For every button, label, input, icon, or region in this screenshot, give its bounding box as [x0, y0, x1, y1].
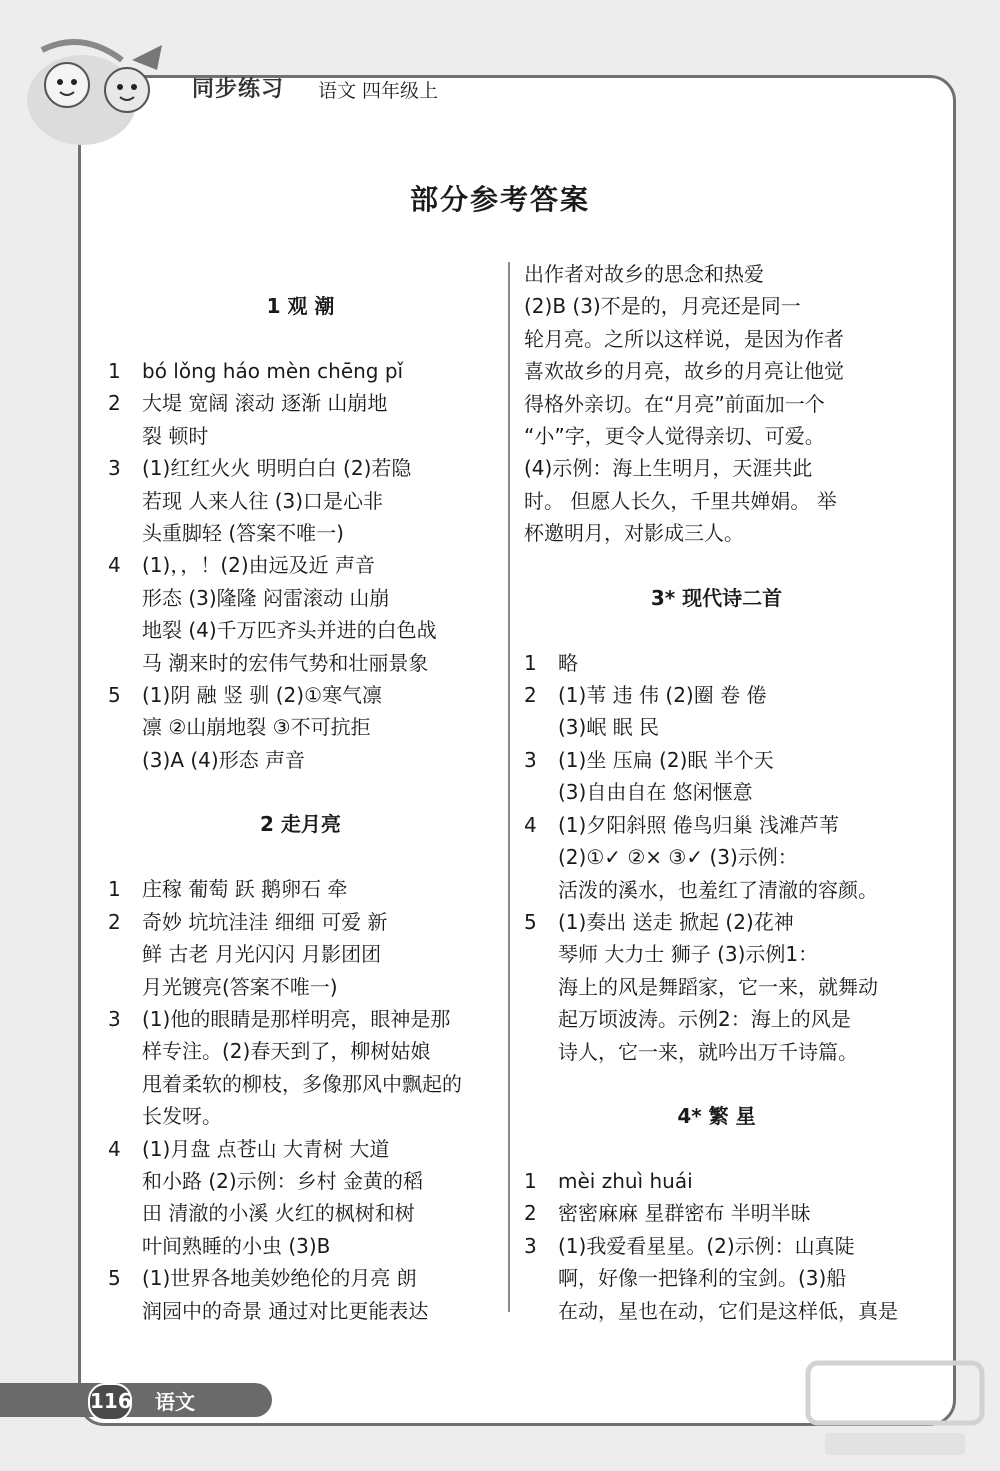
answer-line: 样专注。(2)春天到了，柳树姑娘: [142, 1039, 431, 1064]
answer-line: (1)红红火火 明明白白 (2)若隐: [142, 456, 412, 481]
answer-line: (3)岷 眠 民: [558, 715, 660, 740]
answer-line: 活泼的溪水，也羞红了清澈的容颜。: [558, 877, 878, 902]
answer-line: 若现 人来人往 (3)口是心非: [142, 488, 384, 513]
answer-line: 起万顷波涛。示例2：海上的风是: [558, 1007, 851, 1032]
answer-line: 形态 (3)隆隆 闷雷滚动 山崩: [142, 585, 390, 610]
item-number: 1: [108, 359, 121, 383]
answer-line: (1)他的眼睛是那样明亮，眼神是那: [142, 1006, 451, 1031]
answer-line: (2)B (3)不是的，月亮还是同一: [524, 294, 801, 319]
answer-item: [524, 906, 909, 1068]
book-series-title: 同步练习: [192, 77, 285, 102]
answer-item: [524, 744, 909, 809]
item-number: 4: [524, 812, 537, 837]
answer-item: [108, 452, 493, 549]
item-number: 3: [108, 1006, 121, 1031]
answer-item: [108, 1133, 493, 1263]
answer-line: 海上的风是舞蹈家，它一来，就舞动: [558, 974, 878, 999]
answer-line: 诗人，它一来，就吟出万千诗篇。: [558, 1039, 858, 1064]
item-number: 5: [108, 1266, 121, 1291]
answer-item: [108, 906, 493, 1003]
answer-line: (1)我爱看星星。(2)示例：山真陡: [558, 1233, 855, 1258]
answer-line: 裂 顿时: [142, 423, 209, 448]
section-heading: 3* 现代诗二首: [650, 585, 783, 610]
continued-answer: [524, 258, 909, 550]
answer-line: (2)①✓ ②× ③✓ (3)示例：: [558, 845, 798, 870]
answer-item: [524, 809, 909, 906]
answer-line: (1)苇 违 伟 (2)圈 卷 倦: [558, 683, 767, 708]
column-divider: [508, 262, 510, 1312]
item-number: 2: [524, 1201, 537, 1226]
item-number: 1: [524, 650, 537, 675]
answer-line: 鲜 古老 月光闪闪 月影团团: [142, 942, 382, 967]
item-number: 2: [524, 683, 537, 708]
item-number: 5: [524, 909, 537, 934]
answer-line: (1)夕阳斜照 倦鸟归巢 浅滩芦苇: [558, 812, 840, 837]
item-number: 1: [108, 877, 121, 902]
answer-line: (1)奏出 送走 掀起 (2)花神: [558, 909, 794, 934]
answer-item: [524, 679, 909, 744]
subject-label: 语文: [155, 1390, 195, 1414]
answer-line: 出作者对故乡的思念和热爱: [524, 262, 764, 286]
answer-line: 大堤 宽阔 滚动 逐渐 山崩地: [142, 391, 388, 416]
answer-line: 马 潮来时的宏伟气势和壮丽景象: [142, 650, 429, 675]
item-number: 2: [108, 391, 121, 416]
item-number: 4: [108, 1136, 121, 1161]
answer-line: 时。 但愿人长久，千里共婵娟。 举: [524, 488, 837, 513]
answer-line: 长发呀。: [142, 1104, 222, 1129]
answer-line: 润园中的奇景 通过对比更能表达: [142, 1298, 429, 1323]
answer-line: 在动，星也在动，它们是这样低，真是: [558, 1298, 898, 1323]
item-number: 3: [108, 456, 121, 481]
answer-line: 琴师 大力士 狮子 (3)示例1：: [558, 942, 819, 967]
answer-list: [524, 1165, 909, 1327]
answer-line: 凛 ②山崩地裂 ③不可抗拒: [142, 715, 371, 740]
answer-line: (1)阴 融 竖 驯 (2)①寒气凛: [142, 683, 383, 708]
answer-line: bó lǒng háo mèn chēng pǐ: [142, 359, 404, 383]
answer-line: 叶间熟睡的小虫 (3)B: [142, 1233, 331, 1258]
answer-line: 略: [558, 650, 578, 675]
answer-line: (1)世界各地美妙绝伦的月亮 朗: [142, 1266, 417, 1291]
answer-list: [524, 647, 909, 1068]
answer-line: 和小路 (2)示例：乡村 金黄的稻: [142, 1168, 424, 1193]
answer-line: (3)A (4)形态 声音: [142, 747, 306, 772]
left-column: [108, 258, 493, 1327]
answer-line: 密密麻麻 星群密布 半明半昧: [558, 1201, 811, 1226]
answer-line: 田 清澈的小溪 火红的枫树和树: [142, 1201, 415, 1226]
answer-line: 得格外亲切。在“月亮”前面加一个: [524, 391, 825, 416]
answer-line: 轮月亮。之所以这样说，是因为作者: [524, 326, 844, 351]
page-number: 116: [88, 1383, 132, 1421]
right-column: [524, 258, 909, 1327]
answer-line: (1)坐 压扁 (2)眠 半个天: [558, 747, 774, 772]
answer-list: [108, 355, 493, 776]
answer-item: [524, 1230, 909, 1327]
page-title: 部分参考答案: [409, 183, 590, 216]
item-number: 1: [524, 1168, 537, 1193]
answer-item: [108, 355, 493, 387]
answer-line: 甩着柔软的柳枝，多像那风中飘起的: [142, 1071, 462, 1096]
answer-line: 月光镀亮(答案不唯一): [142, 974, 338, 999]
footer-bar: [0, 1383, 272, 1417]
book-subtitle: 语文 四年级上: [318, 80, 439, 102]
answer-item: [108, 387, 493, 452]
answer-line: (4)示例：海上生明月，天涯共此: [524, 456, 813, 481]
answer-line: (1)月盘 点苍山 大青树 大道: [142, 1136, 390, 1161]
answer-item: [524, 647, 909, 679]
item-number: 3: [524, 747, 537, 772]
answer-line: 地裂 (4)千万匹齐头并进的白色战: [142, 618, 437, 643]
answer-line: 奇妙 坑坑洼洼 细细 可爱 新: [142, 909, 388, 934]
answer-item: [524, 1197, 909, 1229]
answer-line: “小”字，更令人觉得亲切、可爱。: [524, 424, 825, 449]
answer-line: 庄稼 葡萄 跃 鹅卵石 牵: [142, 877, 348, 902]
answer-item: [108, 549, 493, 679]
answer-line: (3)自由自在 悠闲惬意: [558, 780, 753, 805]
item-number: 5: [108, 683, 121, 708]
answer-watermark: [800, 1355, 990, 1465]
answer-line: (1)，，！(2)由远及近 声音: [142, 553, 376, 578]
cartoon-kids-icon: [22, 30, 192, 150]
answer-line: 啊，好像一把锋利的宝剑。(3)船: [558, 1266, 847, 1291]
answer-line: mèi zhuì huái: [558, 1168, 693, 1193]
item-number: 2: [108, 909, 121, 934]
answer-item: [108, 1262, 493, 1327]
item-number: 3: [524, 1233, 537, 1258]
answer-item: [524, 1165, 909, 1197]
answer-list: [108, 873, 493, 1327]
answer-item: [108, 1003, 493, 1133]
answer-line: 头重脚轻 (答案不唯一): [142, 521, 344, 546]
item-number: 4: [108, 553, 121, 578]
answer-item: [108, 679, 493, 776]
answer-item: [108, 873, 493, 905]
section-heading: 4* 繁 星: [677, 1103, 756, 1128]
section-heading: 2 走月亮: [260, 812, 341, 837]
section-heading: 1 观 潮: [266, 294, 335, 318]
answer-line: 杯邀明月，对影成三人。: [524, 521, 744, 546]
answer-line: 喜欢故乡的月亮，故乡的月亮让他觉: [524, 359, 844, 384]
